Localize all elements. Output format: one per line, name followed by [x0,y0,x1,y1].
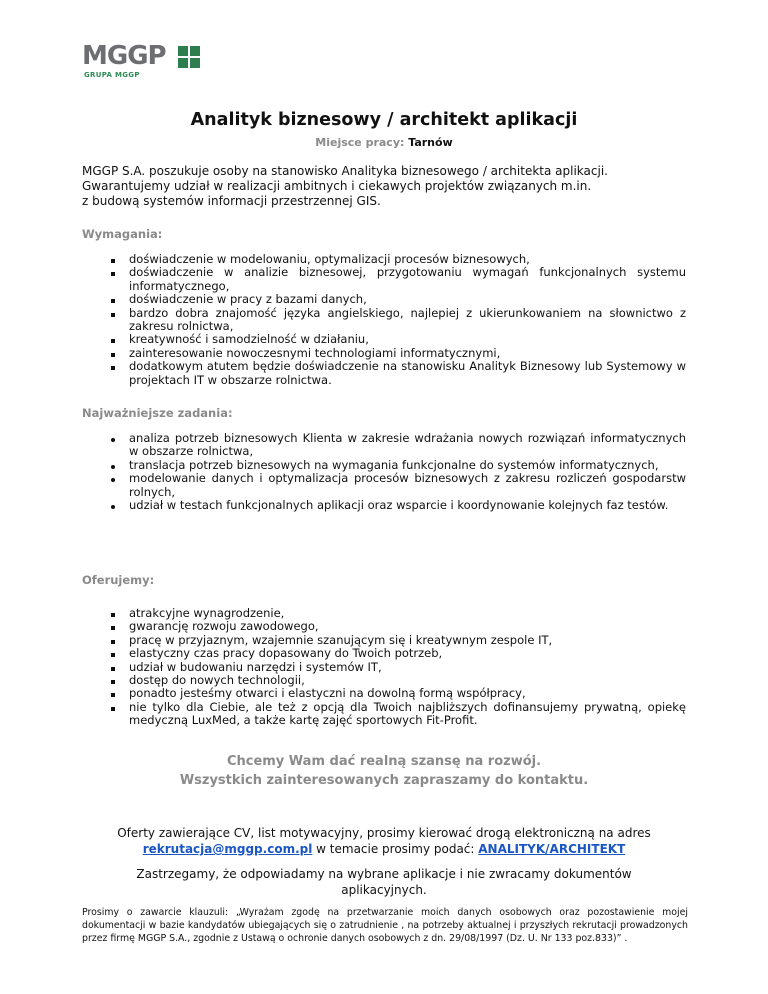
requirements-list [82,253,686,387]
list-item: dodatkowym atutem będzie doświadczenie na stanowisku Analityk Biznesowy lub Systemowy w projektach IT w obszarze rolnictwa. [82,360,686,387]
offer-list [82,607,686,728]
list-item: doświadczenie w analizie biznesowej, przygotowaniu wymagań funkcjonalnych systemu informatycznego, [82,266,686,293]
location-value: Tarnów [408,136,453,149]
intro-line: Gwarantujemy udział w realizacji ambitnych i ciekawych projektów związanych m.in. [82,179,592,193]
list-item: dostęp do nowych technologii, [82,674,686,687]
list-item: kreatywność i samodzielność w działaniu, [82,333,686,346]
logo-subtitle: GRUPA MGGP [84,71,140,79]
list-item: elastyczny czas pracy dopasowany do Twoich potrzeb, [82,647,686,660]
page-title: Analityk biznesowy / architekt aplikacji [190,110,578,130]
callout [0,752,768,790]
list-item: ponadto jesteśmy otwarci i elastyczni na dowolną formą współpracy, [82,687,686,700]
callout-line: Chcemy Wam dać realną szansę na rozwój. [226,754,542,769]
logo-squares-icon [178,46,202,70]
list-item: translacja potrzeb biznesowych na wymagania funkcjonalne do systemów informatycznych, [82,459,686,472]
intro-paragraph [82,164,686,209]
disclaimer-line: Zastrzegamy, że odpowiadamy na wybrane aplikacje i nie zwracamy dokumentów [136,867,632,881]
requirements-heading: Wymagania: [82,227,163,241]
list-item: udział w budowaniu narzędzi i systemów IT, [82,661,686,674]
list-item: udział w testach funkcjonalnych aplikacji oraz wsparcie i koordynowanie kolejnych faz testów. [82,499,686,512]
job-location [0,136,768,149]
list-item: zainteresowanie nowoczesnymi technologiami informatycznymi, [82,347,686,360]
list-item: bardzo dobra znajomość języka angielskiego, najlepiej z ukierunkowaniem na słownictwo z zakresu rolnictwa, [82,307,686,334]
offer-heading: Oferujemy: [82,573,155,587]
disclaimer [0,866,768,898]
list-item: nie tylko dla Ciebie, ale też z opcją dla Twoich najbliższych dofinansujemy prywatną, opiekę medyczną LuxMed, a także kartę zajęć sportowych Fit-Profit. [82,701,686,728]
list-item: doświadczenie w pracy z bazami danych, [82,293,686,306]
contact-line-2 [0,841,768,857]
list-item: atrakcyjne wynagrodzenie, [82,607,686,620]
callout-line: Wszystkich zainteresowanych zapraszamy do kontaktu. [179,773,589,788]
logo-wordmark: MGGP [82,41,166,71]
location-label: Miejsce pracy: [315,136,405,149]
contact-line: Oferty zawierające CV, list motywacyjny, prosimy kierować drogą elektroniczną na adres [117,826,651,840]
list-item: analiza potrzeb biznesowych Klienta w zakresie wdrażania nowych rozwiązań informatycznych w obszarze rolnictwa, [82,432,686,459]
list-item: pracę w przyjaznym, wzajemnie szanującym się i kreatywnym zespole IT, [82,634,686,647]
contact-mid-text: w temacie prosimy podać: [312,842,479,856]
subject-link[interactable]: ANALITYK/ARCHITEKT [478,842,626,856]
email-link[interactable]: rekrutacja@mggp.com.pl [142,842,313,856]
consent-clause: Prosimy o zawarcie klauzuli: „Wyrażam zgodę na przetwarzanie moich danych osobowych oraz pozostawienie mojej dokumentacji w bazie kandydatów ubiegających się o zatrudnienie , na potrzeby aktualnej i przyszłych rekrutacji prowadzonych przez firmę MGGP S.A., zgodnie z Ustawą o ochronie danych osobowych z dn. 29/08/1997 (Dz. U. Nr 133 poz.833)” . [82,907,688,944]
contact-info [0,825,768,857]
intro-line: MGGP S.A. poszukuje osoby na stanowisko Analityka biznesowego / architekta aplikacji. [82,164,608,178]
disclaimer-line: aplikacyjnych. [341,883,427,897]
list-item: gwarancję rozwoju zawodowego, [82,620,686,633]
list-item: doświadczenie w modelowaniu, optymalizacji procesów biznesowych, [82,253,686,266]
intro-line: z budową systemów informacji przestrzennej GIS. [82,194,381,208]
tasks-heading: Najważniejsze zadania: [82,406,233,420]
tasks-list [82,432,686,512]
list-item: modelowanie danych i optymalizacja procesów biznesowych z zakresu rozliczeń gospodarstw rolnych, [82,472,686,499]
